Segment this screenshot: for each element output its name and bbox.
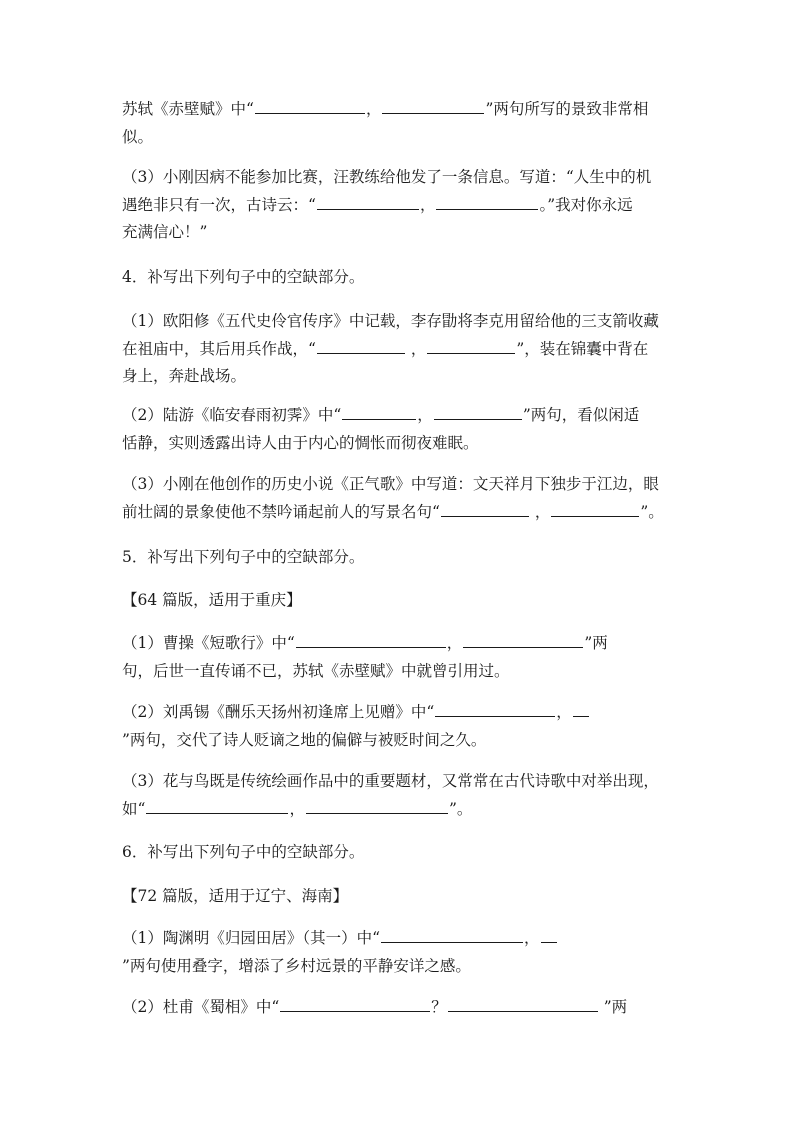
text-line (122, 403, 639, 427)
answer-blank[interactable] (317, 194, 419, 210)
text-segment: 苏轼《赤壁赋》中“ (122, 100, 254, 118)
version-note: 【72 篇版，适用于辽宁、海南】 (122, 887, 349, 905)
question-heading: 5．补写出下列句子中的空缺部分。 (122, 548, 365, 566)
answer-blank[interactable] (280, 996, 430, 1012)
text-line (122, 337, 648, 361)
answer-blank[interactable] (463, 632, 583, 648)
text-line: 句，后世一直传诵不已，苏轼《赤壁赋》中就曾引用过。 (122, 662, 510, 680)
answer-blank[interactable] (551, 501, 639, 517)
text-segment: ”两 (584, 634, 608, 652)
text-line: ”两句，交代了诗人贬谪之地的偏僻与被贬时间之久。 (122, 731, 487, 749)
text-segment: ？ (431, 998, 447, 1016)
question-heading: 4．补写出下列句子中的空缺部分。 (122, 268, 365, 286)
text-segment: ”。 (448, 800, 473, 818)
answer-blank[interactable] (296, 632, 446, 648)
text-line: 充满信心！” (122, 223, 208, 241)
question-heading: 6．补写出下列句子中的空缺部分。 (122, 843, 365, 861)
text-line (122, 97, 648, 121)
text-segment: 。”我对你永远 (539, 196, 633, 214)
answer-blank[interactable] (306, 798, 448, 814)
text-line: 恬静，实则透露出诗人由于内心的惆怅而彻夜难眠。 (122, 434, 479, 452)
text-segment: （2）杜甫《蜀相》中“ (122, 998, 280, 1016)
text-line (122, 700, 590, 724)
text-segment: ”两句，看似闲适 (522, 406, 640, 424)
text-segment: 如“ (122, 800, 146, 818)
text-segment: ， (446, 634, 463, 652)
text-line: （3）小刚在他创作的历史小说《正气歌》中写道：文天祥月下独步于江边，眼 (122, 475, 659, 493)
text-line: 身上，奔赴战场。 (122, 367, 247, 385)
text-segment: ， (405, 340, 427, 358)
answer-blank[interactable] (427, 338, 515, 354)
text-line (122, 926, 558, 950)
text-line: （1）欧阳修《五代史伶官传序》中记载，李存勖将李克用留给他的三支箭收藏 (122, 312, 659, 330)
answer-blank[interactable] (317, 338, 405, 354)
text-segment: ”两句所写的景致非常相 (485, 100, 649, 118)
text-line (122, 995, 627, 1019)
text-line (122, 193, 633, 217)
answer-blank[interactable] (573, 701, 589, 717)
answer-blank[interactable] (448, 996, 598, 1012)
text-line: ”两句使用叠字，增添了乡村远景的平静安详之感。 (122, 957, 471, 975)
answer-blank[interactable] (382, 98, 484, 114)
text-line (122, 797, 472, 821)
answer-blank[interactable] (436, 194, 538, 210)
answer-blank[interactable] (146, 798, 288, 814)
text-segment: ， (289, 800, 305, 818)
text-line (122, 500, 664, 524)
answer-blank[interactable] (342, 404, 416, 420)
text-line (122, 631, 608, 655)
answer-blank[interactable] (541, 927, 557, 943)
text-segment: 遇绝非只有一次，古诗云：“ (122, 196, 316, 214)
text-segment: （2）刘禹锡《酬乐天扬州初逢席上见赠》中“ (122, 703, 435, 721)
text-segment: ， (419, 196, 436, 214)
text-line: （3）小刚因病不能参加比赛，汪教练给他发了一条信息。写道：“人生中的机 (122, 168, 652, 186)
text-segment: ， (417, 406, 433, 424)
text-segment: ， (524, 929, 540, 947)
text-line: （3）花与鸟既是传统绘画作品中的重要题材，又常常在古代诗歌中对举出现， (122, 772, 659, 790)
version-note: 【64 篇版，适用于重庆】 (122, 591, 302, 609)
text-segment: ， (365, 100, 382, 118)
text-segment: ”两 (598, 998, 628, 1016)
answer-blank[interactable] (435, 701, 555, 717)
text-segment: 在祖庙中，其后用兵作战，“ (122, 340, 316, 358)
text-line: 似。 (122, 128, 154, 146)
answer-blank[interactable] (441, 501, 529, 517)
text-segment: （1）曹操《短歌行》中“ (122, 634, 295, 652)
text-segment: （1）陶渊明《归园田居》（其一）中“ (122, 929, 381, 947)
answer-blank[interactable] (381, 927, 523, 943)
text-segment: ， (529, 503, 551, 521)
text-segment: ， (556, 703, 572, 721)
answer-blank[interactable] (434, 404, 522, 420)
text-segment: ”。 (640, 503, 664, 521)
answer-blank[interactable] (255, 98, 365, 114)
text-segment: 前壮阔的景象使他不禁吟诵起前人的写景名句“ (122, 503, 440, 521)
text-segment: （2）陆游《临安春雨初霁》中“ (122, 406, 342, 424)
text-segment: ”，装在锦囊中背在 (516, 340, 649, 358)
